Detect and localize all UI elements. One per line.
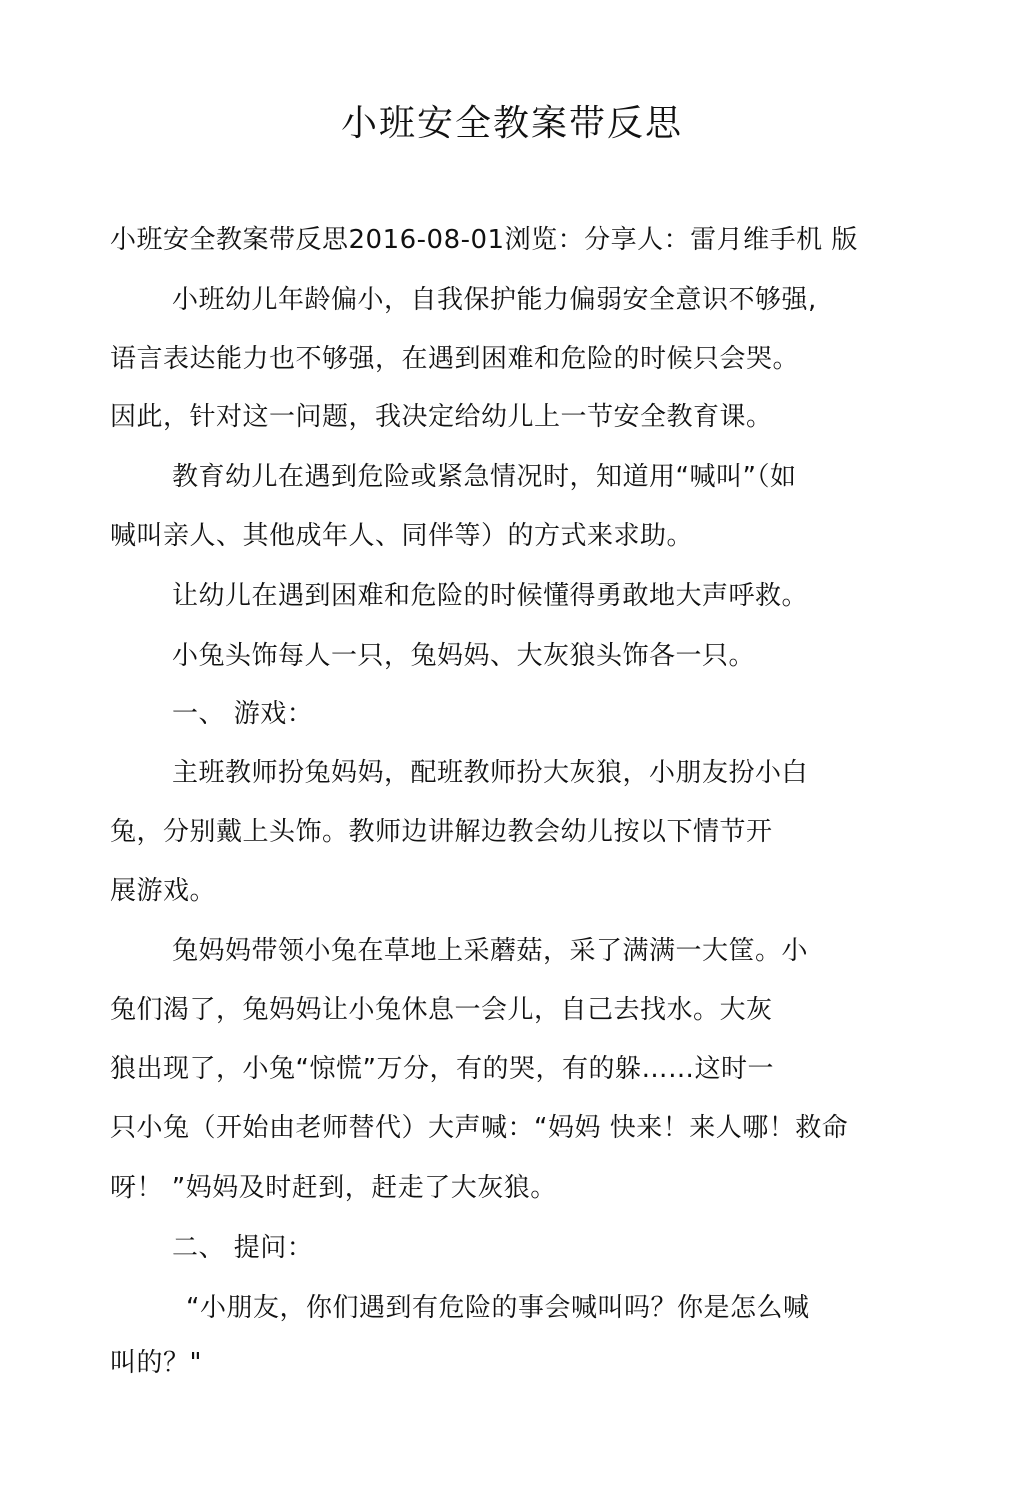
paragraph-line: 主班教师扮兔妈妈，配班教师扮大灰狼，小朋友扮小白 <box>172 758 809 788</box>
paragraph-line: “小朋友，你们遇到有危险的事会喊叫吗？你是怎么喊 <box>186 1293 810 1323</box>
document-title: 小班安全教案带反思 <box>340 103 683 144</box>
paragraph-line: 叫的？" <box>110 1348 202 1378</box>
paragraph-line: 狼出现了，小兔“惊慌”万分，有的哭，有的躲……这时一 <box>110 1054 774 1084</box>
paragraph-line: 语言表达能力也不够强，在遇到困难和危险的时候只会哭。 <box>110 344 800 374</box>
paragraph-line: 喊叫亲人、其他成年人、同伴等）的方式来求助。 <box>110 521 694 551</box>
paragraph-line: 兔妈妈带领小兔在草地上采蘑菇，采了满满一大筐。小 <box>172 936 809 966</box>
paragraph-line: 小兔头饰每人一只，兔妈妈、大灰狼头饰各一只。 <box>172 641 756 671</box>
section-heading: 二、 提问： <box>172 1233 314 1263</box>
paragraph-line: 让幼儿在遇到困难和危险的时候懂得勇敢地大声呼救。 <box>172 581 809 611</box>
paragraph-line: 教育幼儿在遇到危险或紧急情况时，知道用“喊叫”（如 <box>172 462 797 492</box>
paragraph-line: 兔们渴了，兔妈妈让小兔休息一会儿，自己去找水。大灰 <box>110 995 773 1025</box>
paragraph-line: 兔，分别戴上头饰。教师边讲解边教会幼儿按以下情节开 <box>110 817 773 847</box>
paragraph-line: 小班幼儿年龄偏小，自我保护能力偏弱安全意识不够强, <box>172 285 817 315</box>
paragraph-line: 呀！ ”妈妈及时赶到，赶走了大灰狼。 <box>110 1173 557 1203</box>
paragraph-line: 只小兔（开始由老师替代）大声喊：“妈妈 快来！来人哪！救命 <box>110 1113 849 1143</box>
meta-line: 小班安全教案带反思2016-08-01浏览：分享人：雷月维手机 版 <box>110 225 858 255</box>
section-heading: 一、 游戏： <box>172 699 314 729</box>
paragraph-line: 因此，针对这一问题，我决定给幼儿上一节安全教育课。 <box>110 402 773 432</box>
paragraph-line: 展游戏。 <box>110 876 217 906</box>
